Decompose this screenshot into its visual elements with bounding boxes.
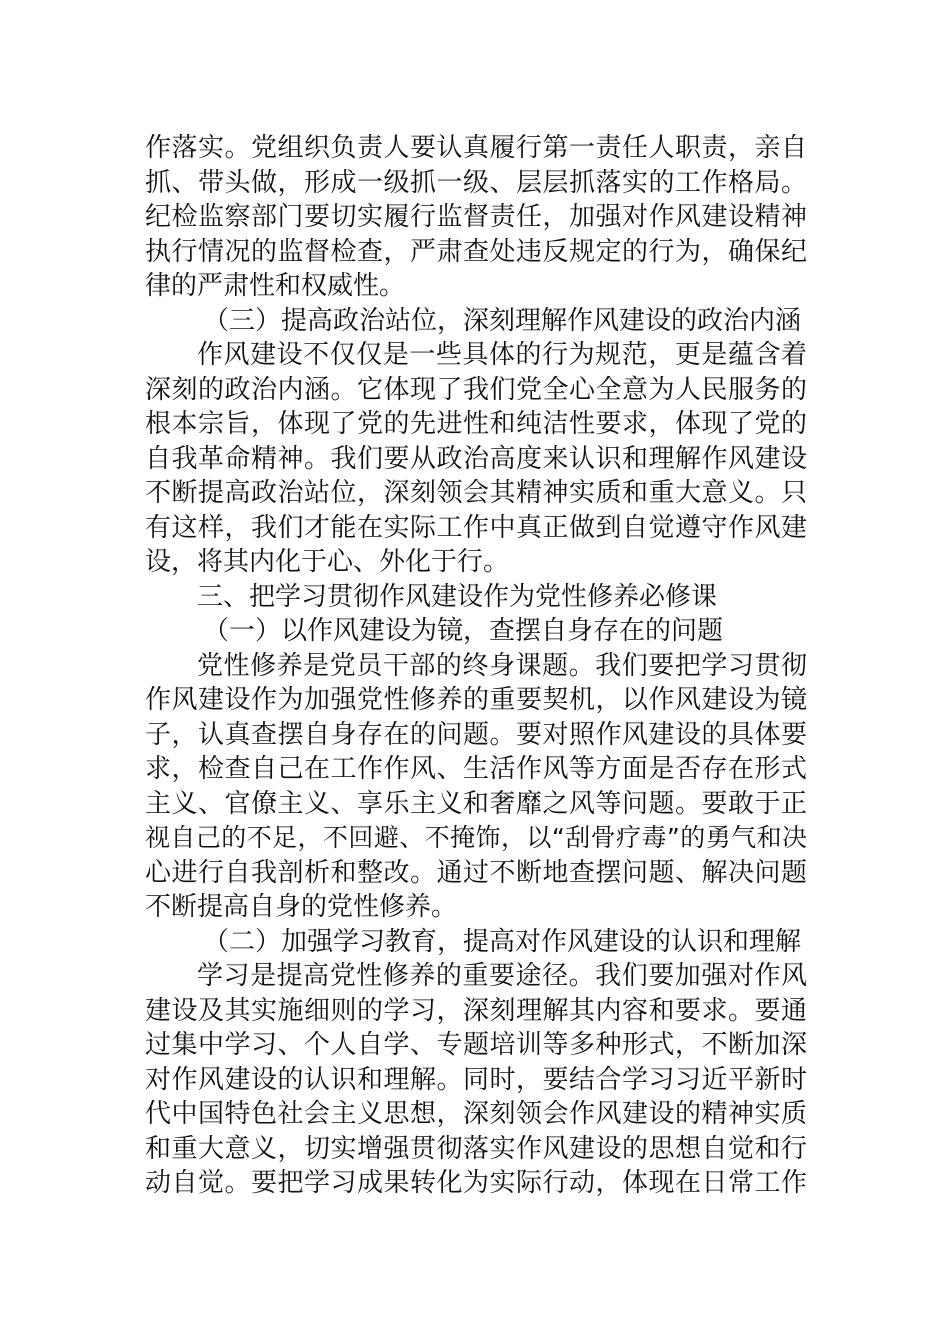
text-line: 抓、带头做，形成一级抓一级、层层抓落实的工作格局。: [145, 167, 807, 198]
text-line: 设，将其内化于心、外化于行。: [145, 547, 510, 577]
text-line: 动自觉。要把学习成果转化为实际行动，体现在日常工作: [145, 1168, 807, 1198]
text-line: 作风建设作为加强党性修养的重要契机，以作风建设为镜: [145, 685, 807, 715]
text-line: 对作风建设的认识和理解。同时，要结合学习习近平新时: [145, 1064, 807, 1095]
text-line: 自我革命精神。我们要从政治高度来认识和理解作风建设: [145, 443, 807, 474]
text-line: 作落实。党组织负责人要认真履行第一责任人职责，亲自: [145, 133, 807, 163]
text-line: 子，认真查摆自身存在的问题。要对照作风建设的具体要: [145, 719, 807, 750]
section-heading: （三）提高政治站位，深刻理解作风建设的政治内涵: [203, 305, 802, 336]
text-line: 建设及其实施细则的学习，深刻理解其内容和要求。要通: [145, 995, 807, 1026]
paragraph-first-line: 学习是提高党性修养的重要途径。我们要加强对作风: [197, 961, 807, 991]
text-line: 求，检查自己在工作作风、生活作风等方面是否存在形式: [145, 754, 807, 784]
document-body: [145, 131, 807, 1201]
text-line: 过集中学习、个人自学、专题培训等多种形式，不断加深: [145, 1030, 807, 1060]
text-line: 深刻的政治内涵。它体现了我们党全心全意为人民服务的: [145, 374, 807, 405]
section-heading: （二）加强学习教育，提高对作风建设的认识和理解: [203, 926, 802, 957]
text-line: 有这样，我们才能在实际工作中真正做到自觉遵守作风建: [145, 512, 807, 543]
paragraph-first-line: 作风建设不仅仅是一些具体的行为规范，更是蕴含着: [197, 340, 807, 370]
text-line: 和重大意义，切实增强贯彻落实作风建设的思想自觉和行: [145, 1133, 807, 1164]
text-line: 律的严肃性和权威性。: [145, 271, 406, 301]
text-line: 纪检监察部门要切实履行监督责任，加强对作风建设精神: [145, 202, 807, 232]
paragraph-first-line: 党性修养是党员干部的终身课题。我们要把学习贯彻: [197, 650, 807, 681]
text-line: 根本宗旨，体现了党的先进性和纯洁性要求，体现了党的: [145, 409, 807, 439]
section-heading: （一）以作风建设为镜，查摆自身存在的问题: [203, 616, 724, 646]
text-line: 主义、官僚主义、享乐主义和奢靡之风等问题。要敢于正: [145, 788, 807, 819]
text-line: 不断提高自身的党性修养。: [145, 892, 458, 922]
text-line: 心进行自我剖析和整改。通过不断地查摆问题、解决问题: [145, 857, 807, 888]
text-line: 代中国特色社会主义思想，深刻领会作风建设的精神实质: [145, 1099, 807, 1129]
text-line: 执行情况的监督检查，严肃查处违反规定的行为，确保纪: [145, 236, 807, 267]
text-line: 不断提高政治站位，深刻领会其精神实质和重大意义。只: [145, 478, 807, 508]
text-line: 视自己的不足，不回避、不掩饰，以“刮骨疗毒”的勇气和决: [145, 823, 807, 852]
paragraph-first-line: 三、把学习贯彻作风建设作为党性修养必修课: [197, 581, 718, 612]
